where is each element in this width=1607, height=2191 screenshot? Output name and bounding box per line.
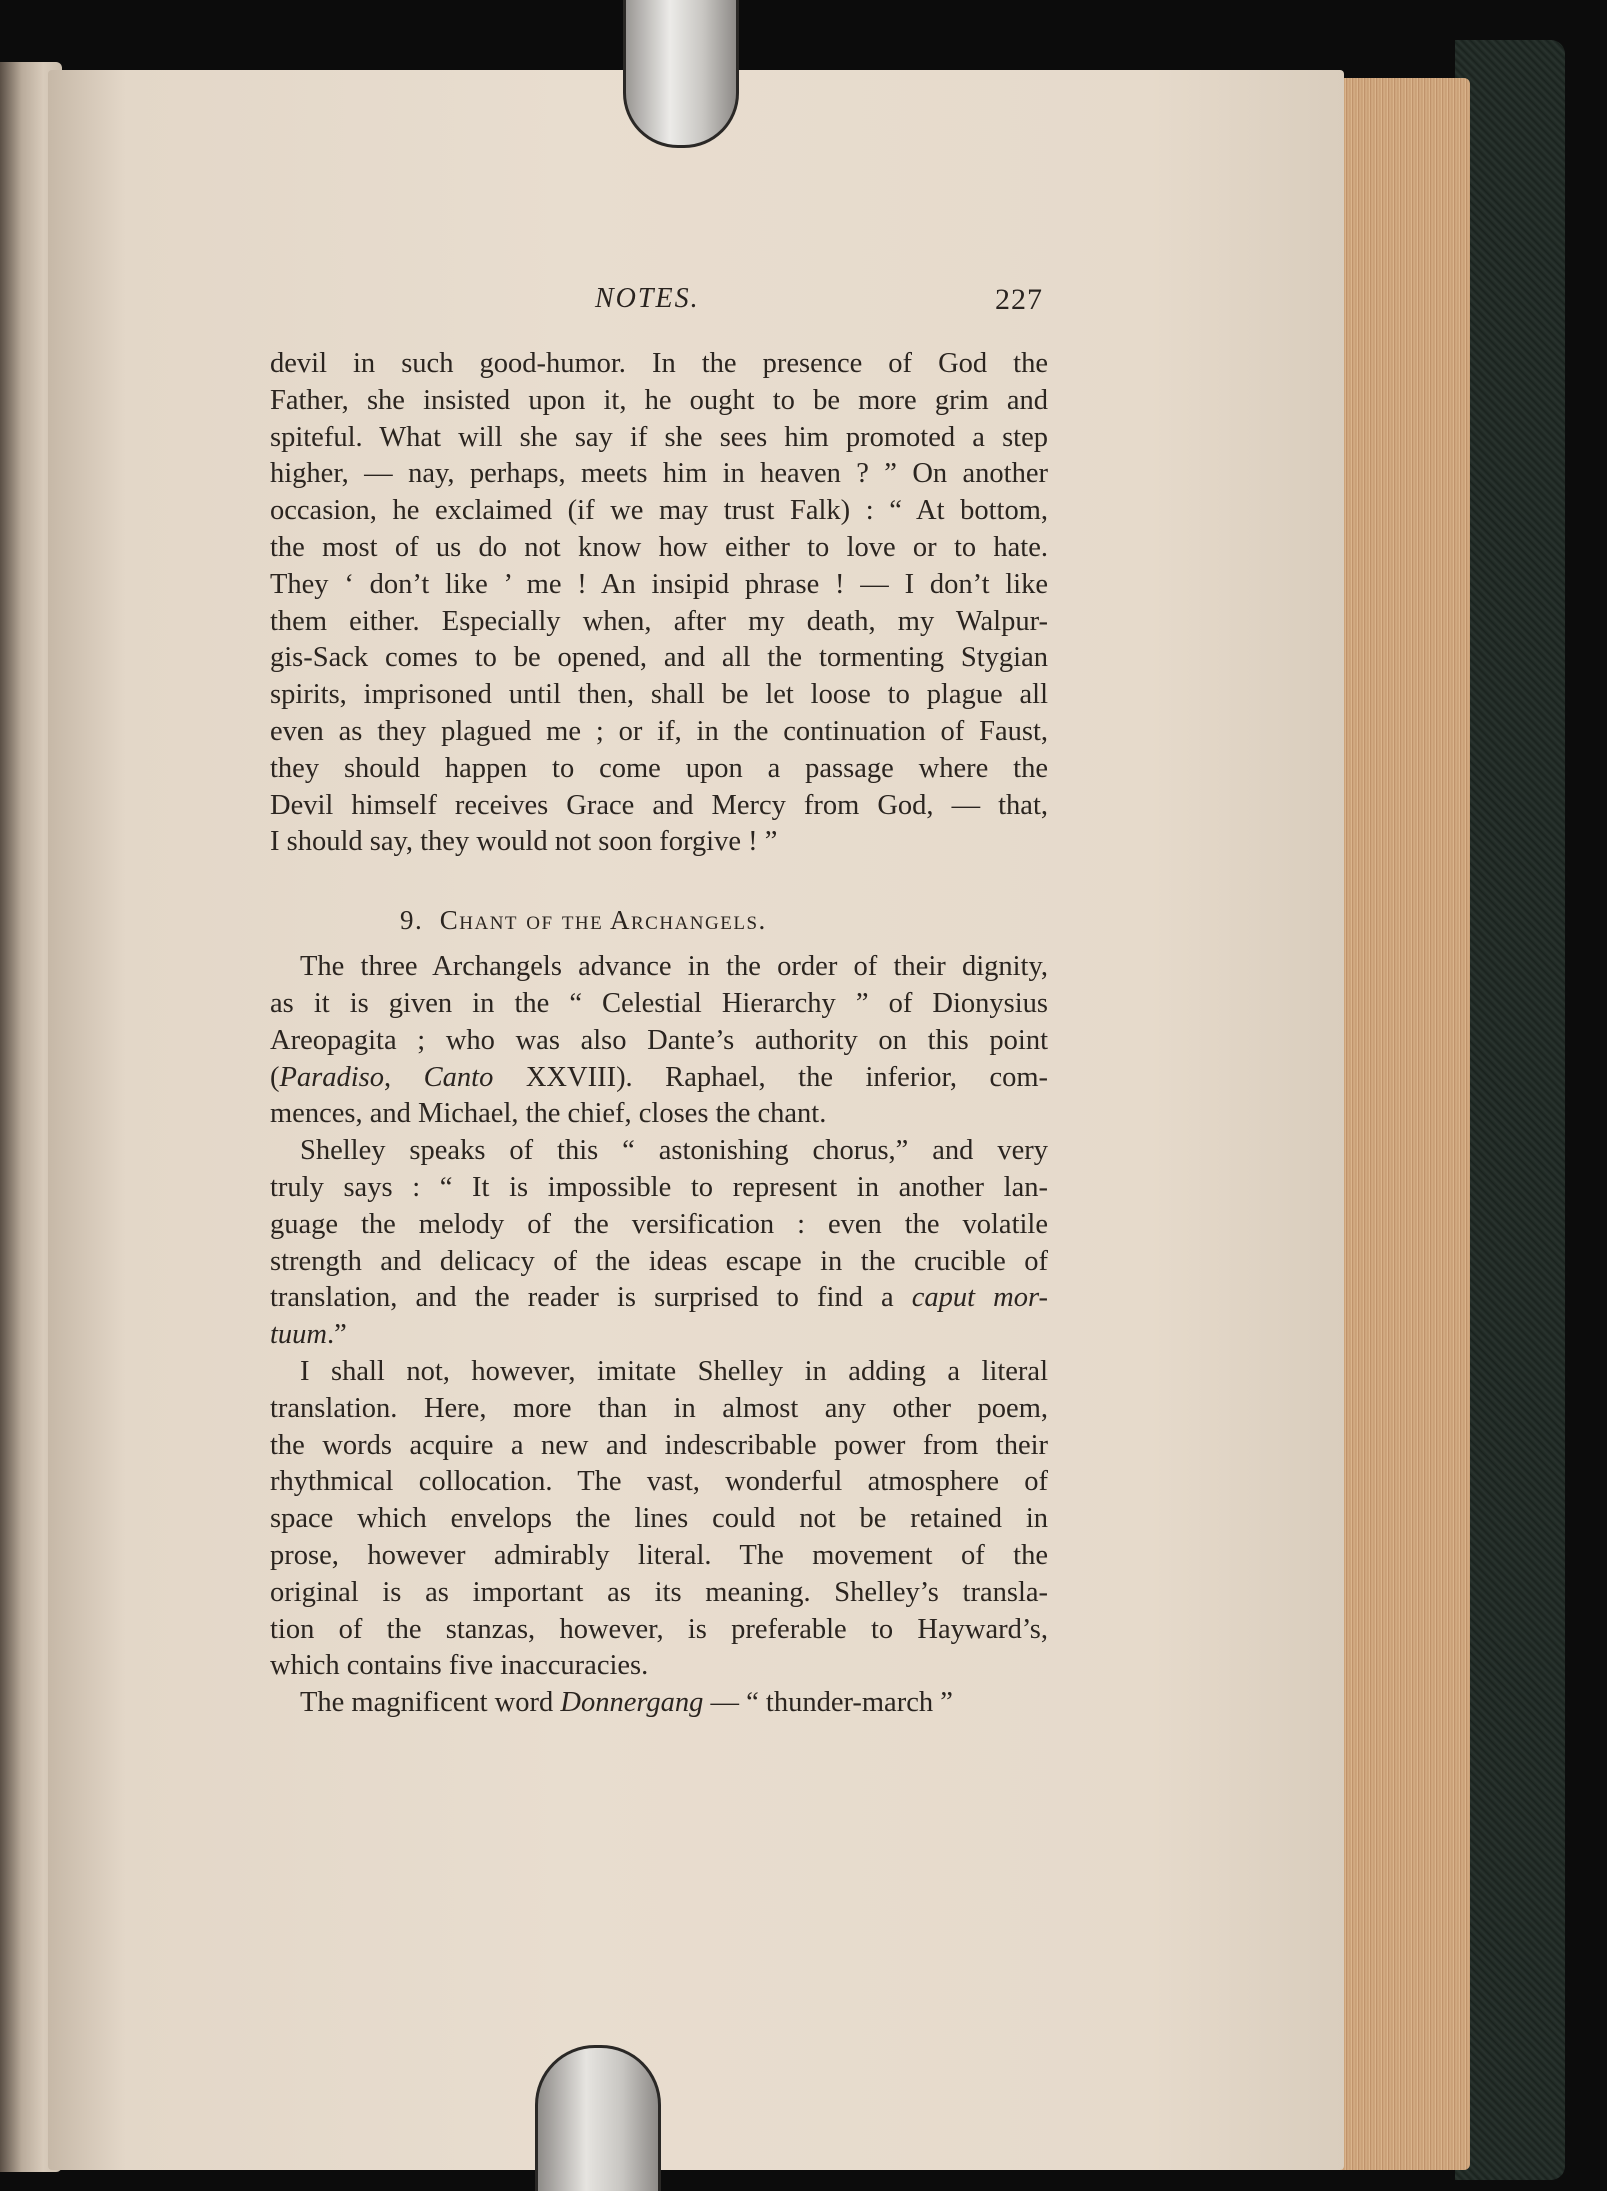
book-cover xyxy=(1455,40,1565,2180)
text-line xyxy=(270,1280,1048,1317)
section-number: 9. xyxy=(400,905,424,936)
intro-paragraph xyxy=(270,346,1048,861)
text-fragment: XXVIII). Raphael, the inferior, com- xyxy=(493,1061,1048,1093)
text-line: The three Archangels advance in the order of their dignity, xyxy=(300,951,1048,983)
text-line: occasion, he exclaimed (if we may trust Falk) : “ At bottom, xyxy=(270,495,1048,527)
text-fragment: The magnificent word xyxy=(300,1687,561,1719)
text-line: even as they plagued me ; or if, in the continuation of Faust, xyxy=(270,715,1048,747)
text-line: as it is given in the “ Celestial Hierarchy ” of Dionysius xyxy=(270,987,1048,1019)
text-line: Areopagita ; who was also Dante’s authority on this point xyxy=(270,1024,1048,1056)
running-head: NOTES. xyxy=(595,283,700,314)
italic-phrase: caput mor- xyxy=(911,1282,1048,1314)
italic-title: Canto xyxy=(423,1061,494,1093)
text-line: I shall not, however, imitate Shelley in adding a literal xyxy=(300,1355,1048,1387)
text-line: they should happen to come upon a passage where the xyxy=(270,752,1048,784)
text-line: gis-Sack comes to be opened, and all the tormenting Stygian xyxy=(270,642,1048,674)
text-line: Devil himself receives Grace and Mercy from God, — that, xyxy=(270,789,1048,821)
text-line: spiteful. What will she say if she sees him promoted a step xyxy=(270,421,1048,453)
text-line: mences, and Michael, the chief, closes the chant. xyxy=(270,1098,827,1130)
text-line: rhythmical collocation. The vast, wonderful atmosphere of xyxy=(270,1466,1048,1498)
text-line: Father, she insisted upon it, he ought to be more grim and xyxy=(270,384,1048,416)
text-line: strength and delicacy of the ideas escape in the crucible of xyxy=(270,1245,1048,1277)
bottom-page-clip xyxy=(535,2045,661,2191)
text-line: I should say, they would not soon forgive ! ” xyxy=(270,826,778,858)
paragraph-shelley-quote xyxy=(270,1133,1048,1354)
text-line: space which envelops the lines could not be retained in xyxy=(270,1503,1048,1535)
body-text xyxy=(270,346,1048,1722)
text-line: the words acquire a new and indescribable power from their xyxy=(270,1429,1048,1461)
text-fragment: translation, and the reader is surprised to find a xyxy=(270,1282,912,1314)
italic-title: Paradiso xyxy=(279,1061,385,1093)
paragraph-archangels xyxy=(270,949,1048,1133)
text-line: prose, however admirably literal. The movement of the xyxy=(270,1539,1048,1571)
paragraph-translation xyxy=(270,1354,1048,1685)
italic-word: Donnergang xyxy=(560,1687,704,1719)
text-line: spirits, imprisoned until then, shall be let loose to plague all xyxy=(270,679,1048,711)
text-line: higher, — nay, perhaps, meets him in heaven ? ” On another xyxy=(270,458,1048,490)
text-line: devil in such good-humor. In the presence of God the xyxy=(270,348,1048,379)
text-line: They ‘ don’t like ’ me ! An insipid phrase ! — I don’t like xyxy=(270,568,1048,600)
page-edges xyxy=(1340,78,1470,2170)
text-line: truly says : “ It is impossible to represent in another lan- xyxy=(270,1171,1048,1203)
paragraph-donnergang xyxy=(270,1685,1048,1722)
text-line: tion of the stanzas, however, is preferable to Hayward’s, xyxy=(270,1613,1048,1645)
italic-phrase: tuum xyxy=(270,1319,327,1351)
text-fragment: , xyxy=(384,1061,424,1093)
text-line: them either. Especially when, after my death, my Walpur- xyxy=(270,605,1048,637)
text-line: translation. Here, more than in almost any other poem, xyxy=(270,1392,1048,1424)
text-line: the most of us do not know how either to love or to hate. xyxy=(270,531,1048,563)
section-heading xyxy=(270,895,1048,945)
text-fragment: ( xyxy=(270,1061,280,1093)
section-title: Chant of the Archangels. xyxy=(439,905,767,936)
text-fragment: — “ thunder-march ” xyxy=(703,1687,953,1719)
page-number: 227 xyxy=(995,283,1043,316)
text-line xyxy=(270,1060,1048,1097)
text-line: original is as important as its meaning. Shelley’s transla- xyxy=(270,1576,1048,1608)
top-page-clip xyxy=(623,0,739,148)
text-line xyxy=(270,1685,1048,1722)
text-line: Shelley speaks of this “ astonishing chorus,” and very xyxy=(300,1135,1048,1167)
text-fragment: .” xyxy=(327,1319,347,1351)
text-line: which contains five inaccuracies. xyxy=(270,1650,649,1682)
text-line: guage the melody of the versification : even the volatile xyxy=(270,1208,1048,1240)
text-line xyxy=(270,1317,1048,1354)
